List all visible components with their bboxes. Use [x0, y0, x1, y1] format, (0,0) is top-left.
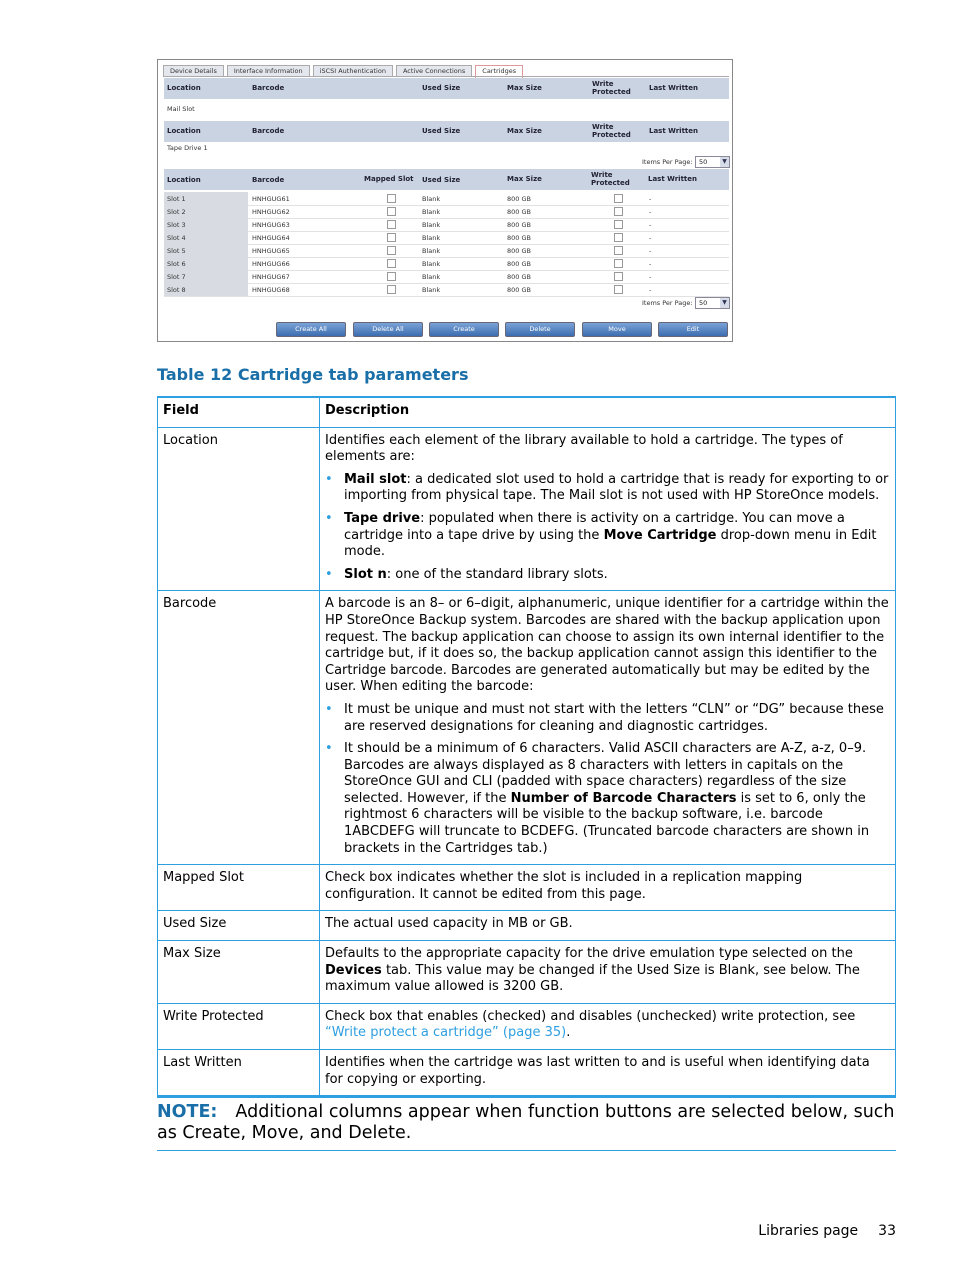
row-location: Slot 8 [167, 286, 186, 294]
items-per-page-select[interactable] [695, 297, 730, 309]
row-max-size: 800 GB [507, 286, 531, 294]
col-write-label: Write [592, 123, 614, 131]
row-barcode: HNHGUG66 [252, 260, 290, 268]
footer-section: Libraries page [758, 1223, 859, 1239]
item-text: : populated when there is activity on a cartridge. You can move a cartridge into a tape drive by using the [344, 510, 845, 543]
table-caption: Table 12 Cartridge tab parameters [157, 365, 469, 384]
write-protected-checkbox[interactable] [614, 194, 623, 203]
col-protected-label: Protected [592, 88, 631, 96]
slots-header [164, 169, 729, 190]
bold-term: Mail slot [344, 471, 407, 487]
description-text: Identifies each element of the library available to hold a cartridge. The types of elements are: [325, 432, 843, 465]
write-protected-checkbox[interactable] [614, 259, 623, 268]
chevron-down-icon: ▼ [720, 157, 729, 167]
description-text: A barcode is an 8– or 6–digit, alphanumeric, unique identifier for a cartridge within the HP StoreOnce Backup system. Barcodes are shared with the backup application upon request. The backup application can choose to assign its own internal identifier to the cartridge but, if it does so, the backup application cannot assign this identifier to the Cartridge barcode. Barcodes are generated automatically but may be edited by the user. When editing the barcode: [325, 596, 889, 695]
col-write-protected [592, 123, 631, 139]
row-location: Slot 2 [167, 208, 186, 216]
col-max-size: Max Size [507, 127, 542, 135]
parameter-table [157, 396, 896, 1098]
row-used-size: Blank [422, 273, 441, 281]
bold-term: Move Cartridge [603, 527, 717, 543]
row-used-size: Blank [422, 234, 441, 242]
row-barcode: HNHGUG67 [252, 273, 290, 281]
header-field: Field [158, 397, 320, 427]
table-row[interactable] [164, 205, 729, 219]
table-row [158, 1003, 896, 1049]
tab-cartridges[interactable]: Cartridges [475, 65, 523, 78]
page-number: 33 [878, 1223, 896, 1239]
description-text: . [566, 1025, 571, 1041]
col-used-size: Used Size [422, 176, 461, 184]
col-location: Location [167, 176, 201, 184]
row-last-written: - [649, 286, 652, 294]
mapped-slot-checkbox[interactable] [387, 285, 396, 294]
mapped-slot-checkbox[interactable] [387, 194, 396, 203]
row-barcode: HNHGUG62 [252, 208, 290, 216]
col-write-label: Write [591, 171, 613, 179]
note-text: Additional columns appear when function buttons are selected below, such as Create, Move, and Delete. [157, 1102, 895, 1143]
col-last-written: Last Written [648, 175, 698, 183]
row-barcode: HNHGUG64 [252, 234, 290, 242]
header-description: Description [320, 397, 896, 427]
list-item [344, 567, 890, 584]
list-item [344, 741, 890, 857]
mapped-slot-checkbox[interactable] [387, 207, 396, 216]
mail-slot-header [164, 78, 729, 99]
write-protected-checkbox[interactable] [614, 220, 623, 229]
row-last-written: - [649, 195, 652, 203]
mapped-slot-checkbox[interactable] [387, 246, 396, 255]
row-barcode: HNHGUG68 [252, 286, 290, 294]
mail-slot-label: Mail Slot [167, 105, 195, 113]
tab-iscsi-authentication[interactable]: iSCSI Authentication [313, 65, 393, 77]
mapped-slot-checkbox[interactable] [387, 272, 396, 281]
row-last-written: - [649, 221, 652, 229]
row-used-size: Blank [422, 247, 441, 255]
col-write-label: Write [592, 80, 614, 88]
col-last-written: Last Written [649, 127, 699, 135]
field-cell: Barcode [158, 591, 320, 865]
row-last-written: - [649, 247, 652, 255]
bold-term: Tape drive [344, 510, 421, 526]
write-protected-checkbox[interactable] [614, 272, 623, 281]
item-text: : one of the standard library slots. [386, 566, 608, 582]
table-row[interactable] [164, 218, 729, 232]
description-text: Check box that enables (checked) and disables (unchecked) write protection, see [325, 1008, 856, 1024]
write-protected-checkbox[interactable] [614, 207, 623, 216]
description-cell [320, 427, 896, 591]
row-max-size: 800 GB [507, 208, 531, 216]
items-per-page-select[interactable] [695, 156, 730, 168]
bold-term: Number of Barcode Characters [510, 790, 737, 806]
row-location: Slot 1 [167, 195, 186, 203]
items-per-page-value: 50 [699, 158, 708, 166]
delete-button[interactable]: Delete [505, 322, 575, 337]
write-protected-checkbox[interactable] [614, 246, 623, 255]
row-location: Slot 4 [167, 234, 186, 242]
row-location: Slot 7 [167, 273, 186, 281]
row-used-size: Blank [422, 221, 441, 229]
bullet-list [325, 472, 890, 584]
col-location: Location [167, 127, 201, 135]
col-max-size: Max Size [507, 175, 542, 183]
description-cell [320, 941, 896, 1004]
col-barcode: Barcode [252, 127, 285, 135]
field-cell: Last Written [158, 1050, 320, 1097]
mapped-slot-checkbox[interactable] [387, 220, 396, 229]
row-max-size: 800 GB [507, 221, 531, 229]
col-used-size: Used Size [422, 127, 461, 135]
tab-interface-information[interactable]: Interface Information [227, 65, 310, 77]
list-item: • It must be unique and must not start with the letters “CLN” or “DG” because these are reserved designations for cleaning and diagnostic cartridges. [344, 702, 890, 735]
tape-drive-header [164, 121, 729, 142]
table-row [158, 911, 896, 941]
row-max-size: 800 GB [507, 273, 531, 281]
col-mapped-slot: Mapped Slot [364, 175, 414, 183]
delete-all-button[interactable]: Delete All [353, 322, 423, 337]
mapped-slot-checkbox[interactable] [387, 259, 396, 268]
row-last-written: - [649, 208, 652, 216]
table-row[interactable] [164, 283, 729, 297]
row-barcode: HNHGUG63 [252, 221, 290, 229]
write-protected-checkbox[interactable] [614, 285, 623, 294]
description-text: tab. This value may be changed if the Used Size is Blank, see below. The maximum value allowed is 3200 GB. [325, 962, 860, 995]
col-max-size: Max Size [507, 84, 542, 92]
description-text: Defaults to the appropriate capacity for the drive emulation type selected on the [325, 946, 853, 962]
col-protected-label: Protected [592, 131, 631, 139]
row-last-written: - [649, 234, 652, 242]
item-text: : a dedicated slot used to hold a cartridge that is ready for exporting to or importing from physical tape. The Mail slot is not used with HP StoreOnce models. [344, 471, 889, 504]
create-all-button[interactable]: Create All [276, 322, 346, 337]
col-barcode: Barcode [252, 176, 285, 184]
field-cell: Mapped Slot [158, 865, 320, 911]
row-barcode: HNHGUG61 [252, 195, 290, 203]
description-cell: Check box indicates whether the slot is included in a replication mapping configuration. It cannot be edited from this page. [320, 865, 896, 911]
cartridges-screenshot [157, 59, 733, 342]
row-last-written: - [649, 273, 652, 281]
table-row[interactable] [164, 231, 729, 245]
write-protect-link[interactable]: “Write protect a cartridge” (page 35) [325, 1025, 567, 1041]
bold-term: Devices [325, 962, 382, 978]
items-per-page-label: Items Per Page: [642, 158, 693, 166]
col-write-protected [592, 80, 631, 96]
items-per-page-value: 50 [699, 299, 708, 307]
table-row [158, 591, 896, 865]
edit-button[interactable]: Edit [658, 322, 728, 337]
chevron-down-icon: ▼ [720, 298, 729, 308]
col-barcode: Barcode [252, 84, 285, 92]
row-used-size: Blank [422, 208, 441, 216]
field-cell: Max Size [158, 941, 320, 1004]
table-header-row [158, 397, 896, 427]
create-button[interactable]: Create [429, 322, 499, 337]
col-protected-label: Protected [591, 179, 630, 187]
col-last-written: Last Written [649, 84, 699, 92]
row-location: Slot 5 [167, 247, 186, 255]
bold-term: Slot n [344, 566, 387, 582]
item-text: is set to 6, only the rightmost 6 characters will be visible to the backup software, i.e. barcode 1ABCDEFG will truncate to BCDEFG. (Truncated barcode characters are shown in brackets in the Cartridges tab.) [344, 790, 870, 856]
description-cell [320, 1003, 896, 1049]
table-row[interactable] [164, 244, 729, 258]
col-write-protected [591, 171, 630, 187]
item-text: It should be a minimum of 6 characters. Valid ASCII characters are A-Z, a-z, 0–9. Barcodes are always displayed as 8 characters with letters in capitals on the StoreOnce GUI and CLI (padded with space characters) regardless of the size selected. However, if the [344, 741, 867, 806]
row-used-size: Blank [422, 260, 441, 268]
tab-active-connections[interactable]: Active Connections [396, 65, 472, 77]
field-cell: Used Size [158, 911, 320, 941]
table-row [158, 1050, 896, 1097]
description-cell [320, 591, 896, 865]
bullet-list [325, 702, 890, 857]
row-location: Slot 6 [167, 260, 186, 268]
table-row[interactable] [164, 192, 729, 206]
item-text: drop-down menu in Edit mode. [344, 527, 877, 560]
mapped-slot-checkbox[interactable] [387, 233, 396, 242]
row-max-size: 800 GB [507, 234, 531, 242]
row-barcode: HNHGUG65 [252, 247, 290, 255]
row-max-size: 800 GB [507, 260, 531, 268]
table-row[interactable] [164, 270, 729, 284]
description-cell: Identifies when the cartridge was last written to and is useful when identifying data for copying or exporting. [320, 1050, 896, 1097]
description-cell: The actual used capacity in MB or GB. [320, 911, 896, 941]
tab-device-details[interactable]: Device Details [163, 65, 224, 77]
list-item [344, 511, 890, 561]
row-used-size: Blank [422, 195, 441, 203]
col-used-size: Used Size [422, 84, 461, 92]
list-item [344, 472, 890, 505]
field-cell: Location [158, 427, 320, 591]
items-per-page-label: Items Per Page: [642, 299, 693, 307]
field-cell: Write Protected [158, 1003, 320, 1049]
move-button[interactable]: Move [582, 322, 652, 337]
note-label: NOTE: [157, 1102, 218, 1122]
page-footer [758, 1223, 896, 1239]
write-protected-checkbox[interactable] [614, 233, 623, 242]
table-row[interactable] [164, 257, 729, 271]
col-location: Location [167, 84, 201, 92]
table-row [158, 865, 896, 911]
row-max-size: 800 GB [507, 195, 531, 203]
row-location: Slot 3 [167, 221, 186, 229]
table-row [158, 427, 896, 591]
row-used-size: Blank [422, 286, 441, 294]
row-last-written: - [649, 260, 652, 268]
table-row [158, 941, 896, 1004]
row-max-size: 800 GB [507, 247, 531, 255]
tape-drive-label: Tape Drive 1 [167, 144, 208, 152]
note-box [157, 1095, 896, 1151]
tab-divider [163, 76, 729, 77]
